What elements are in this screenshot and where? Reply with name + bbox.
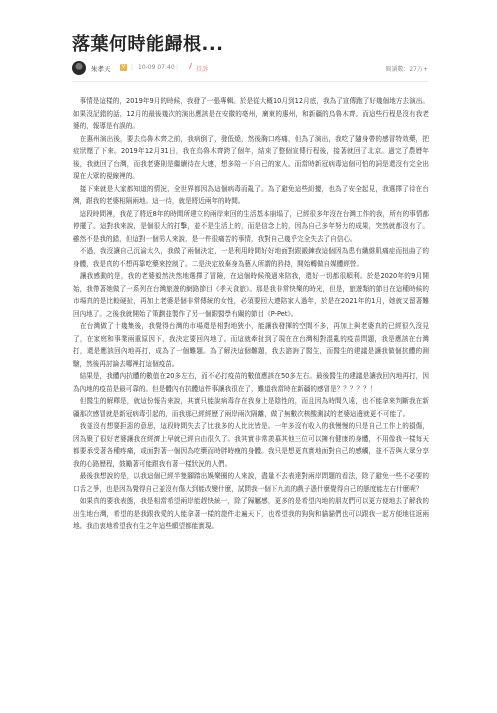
- paragraph: 接下來就是大家都知道的情況，全世界都因為這個病毒而亂了。為了避免這些紛擾，也為了安全起見，我選擇了待在台灣，跟我的老婆相隔兩地。這一待，就是將近兩年的時間。: [73, 184, 429, 205]
- paragraph: 在惠州演出後，要去烏魯木齊之前，我病倒了，發低燒，然後胸口疼痛，但為了演出，我吃了隨身帶的感冒特效藥，把症狀壓了下來。2019年12月31日，我在烏魯木齊跨了個年，結束了整個宣傳行程後，接著就回了北京。過完了農曆年後，我就回了台灣，而我老婆則是繼續待在大連，想多陪一下自己的家人。而當時新冠病毒這個可怕的詞是還沒有完全出現在大眾的視線裡的。: [73, 134, 429, 180]
- paragraph: 在台灣做了十幾集後，我覺得台灣的市場還是相對地狹小，能讓我發揮的空間不多，再加上與老婆真的已經很久沒見了，在家庭和事業兩重原因下，我決定要回內地了。而這就牽扯到了現在在台灣相對混亂的疫苗問題，我是應該在台灣打，還是應該回內地再打，成為了一個難題。為了解決這個難題，我去諮詢了醫生，而醫生的建議是讓我做個抗體的測驗，然後再討論去哪裡打這個疫苗。: [73, 322, 429, 368]
- meta-divider: |: [176, 64, 179, 71]
- author-name[interactable]: 朱孝天: [91, 65, 111, 73]
- article-title: 落葉何時能歸根...: [72, 34, 224, 55]
- paragraph: 讓我感動的是，我的老婆毅然決然地選擇了冒險，在這個時候飛過來陪我，還好一切都很順利。於是2020年的9月開始，我帶著她做了一系列在台灣旅遊的網路節目《孝天食旅》。那是我非常快樂的時光，但是，旅遊類的節目在這種時候的市場真的是比較硬扯，再加上老婆是個非常傳統的女性，必須要回大連陪家人過年，於是在2021年的1月，她就又留著難回內地了。之後我就開始了策劃並製作了另一個跟醫學有關的節目《P-Pet》。: [73, 272, 429, 318]
- header-divider: [72, 81, 428, 82]
- paragraph: 這段時間裡，我花了將近8年的時間所建立的兩岸來回的生活基本崩塌了，已經很多年沒在台灣工作的我，所有的事情都停擺了。這對我來說，是個很大的打擊，並不是生活上的，而是信念上的，因為自己多年努力的成果，突然就都沒有了。雖然不是我的錯，但這對一個男人來說，是一件很痛苦的事情，我對自己幾乎完全失去了自信心。: [73, 209, 429, 243]
- paragraph: 不過，我沒讓自己沉淪太久，我做了兩個決定，一是利用時間好好地面對跟鍛鍊我這個因為患有纖維肌痛症而扭曲了的身體，我是真的不想再靠吃藥來控制了。二是決定放棄身為藝人所謂的矜持，開始轉做自媒體經營。: [73, 247, 429, 268]
- paragraph: 事情是這樣的，2019年9月的時候，我發了一張專輯。於是從大概10月到12月底，我為了宣傳跑了好幾個地方去演出。如果沒記錯的話，12月的最後幾次的演出應該是在安徽的亳州，廣東的惠州，和新疆的烏魯木齊。而這些行程是沒有我老婆的，報導是有誤的。: [73, 97, 429, 130]
- article-body: [73, 95, 429, 533]
- read-count: 閱讀數：27万+: [385, 66, 428, 73]
- paragraph: 如果真的要我表態，我是相當希望兩岸能趕快統一，除了歸屬感，更多的是希望內地的朋友們可以更方便地去了解我的出生地台灣，希望的是我跟我愛的人能拿著一樣的證件走遍天下，也希望我的狗狗和貓貓們也可以跟我一起方便地往返兩地。我由衷地希望我有生之年這些願望都能實現。: [73, 497, 429, 530]
- meta-divider: |: [131, 64, 134, 71]
- paragraph: 但醫生的解釋是，就這份報告來說，其實只能說病毒存在我身上是陰性的，而且因為時間久遠，也不能拿來判斷我在新疆那次感冒就是新冠病毒引起的，而我那已經經歷了兩岸兩次隔離，做了無數次核酸測試的老婆這邊就更不可能了。: [73, 397, 429, 418]
- author-avatar[interactable]: [72, 61, 86, 75]
- vip-badge-icon: V: [121, 64, 126, 70]
- paragraph: 我並沒有想要拒惡的意思，這段時間失去了比我多的人比比皆是。一年多沒有收入的我慢慢的只是自己工作上的損傷，因為聚了很好老婆讓我在經濟上早就已經自由很久了。我其實非常羨慕其他三位可以擁有健康的身體，不用像我一樣每天都要承受著各種疼痛，或面對著一個因為吃藥而時胖時瘦的身體。我只是想更真實地面對自己的感觸，並不否與大眾分享我的心路歷程，鼓勵著可能跟我有著一樣狀況的人們。: [73, 422, 429, 468]
- paragraph: 結果是，我體內抗體的數值在20多左右，而不必打疫苗的數值應該在50多左右。最後醫生的建議是讓我回內地再打，因為內地的疫苗是最可靠的。但是體內有抗體這件事讓我很在了，難道我當時在新疆的感冒是？？？？？！: [73, 372, 429, 393]
- publish-date: 10-09 07:40: [138, 64, 175, 71]
- article-meta: [72, 58, 428, 78]
- paragraph: 最後我想說的是，以我這個已經半隻腳踏出娛樂圈的人來說，盡量不去表達對兩岸問題的看法，除了避免一些不必要的口舌之爭，也是因為覺得自己並沒有傷大到能改變什麼，試問我一個下九流的戲子憑什麼覺得自己的態度能左右什麼呢？: [73, 472, 429, 493]
- report-link[interactable]: 投訴: [196, 66, 209, 73]
